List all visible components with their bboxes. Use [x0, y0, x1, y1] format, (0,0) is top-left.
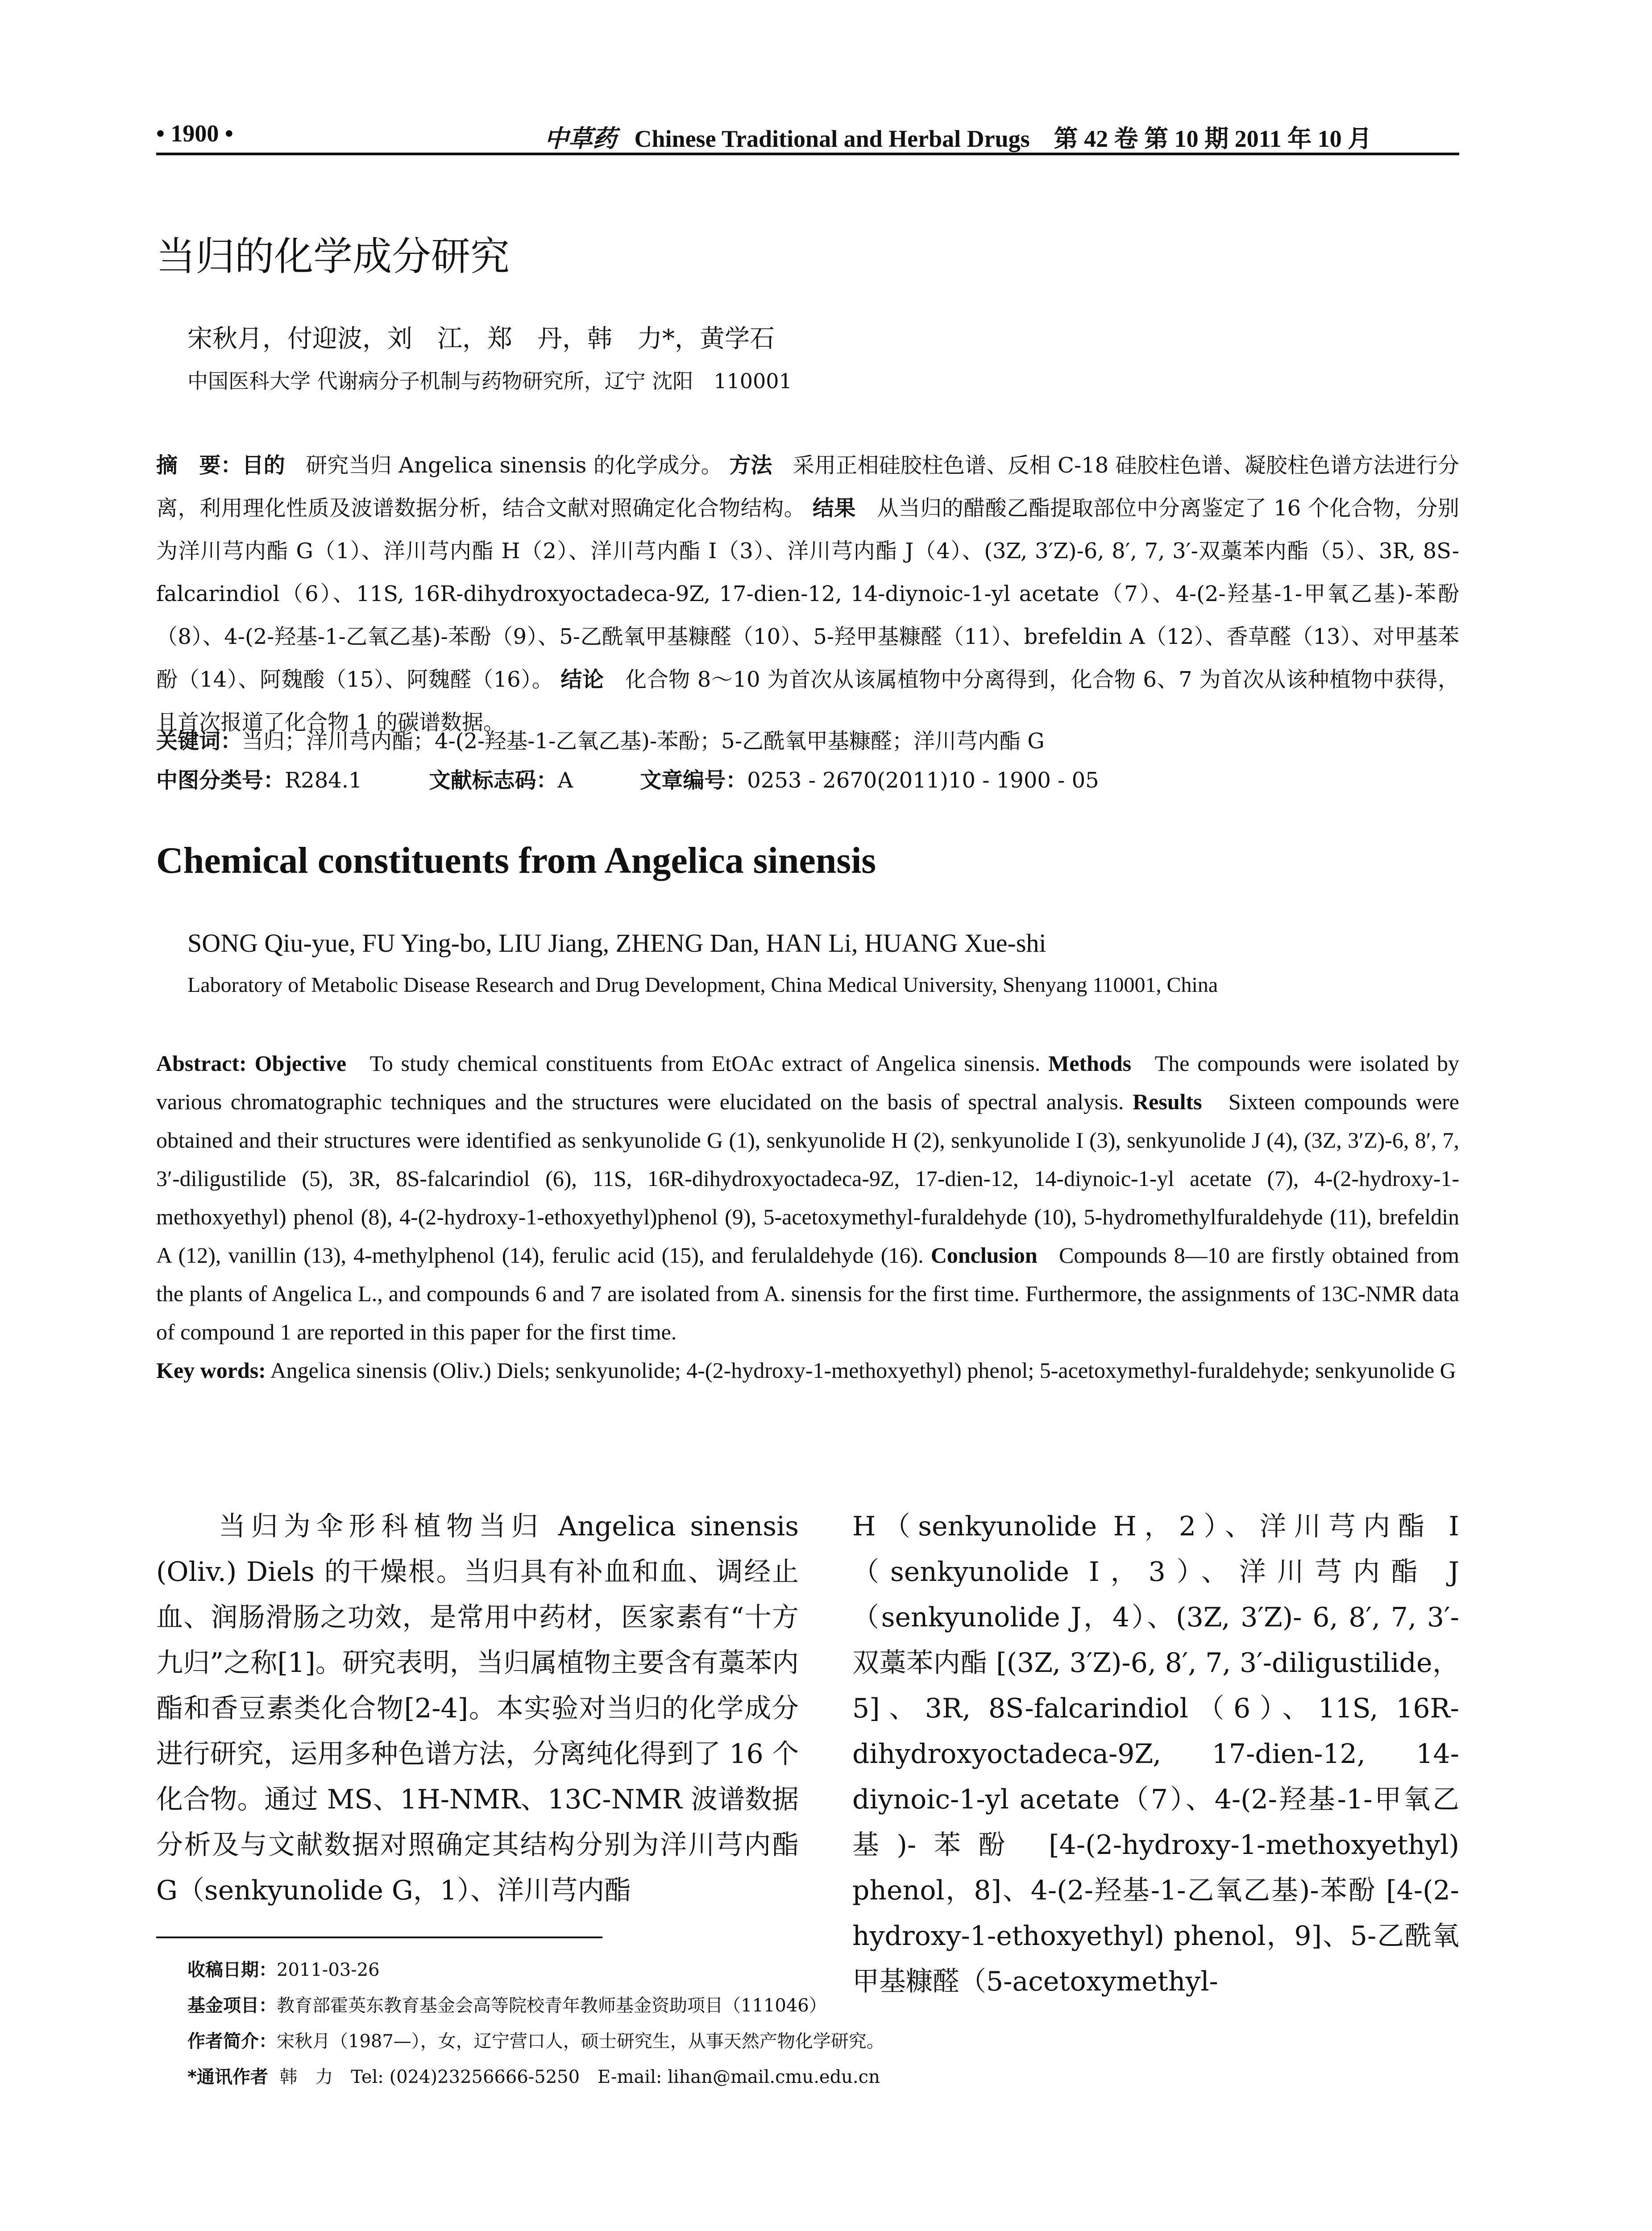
- abstract-cn-objective-label: 目的: [242, 453, 285, 478]
- keywords-en-label: Key words:: [156, 1358, 266, 1383]
- abstract-en-methods-label: Methods: [1048, 1051, 1132, 1076]
- abstract-en-results: Sixteen compounds were obtained and their structures were identified as senkyunolide G (1), senkyunolide H (2), senkyunolide I (3), senkyunolide J (4), (3Z, 3′Z)-6, 8′, 7, 3′-diligustilide (5), 3R, 8S-falcarindiol (6), 11S, 16R-dihydroxyoctadeca-9Z, 17-dien-12, 14-diynoic-1-yl acetate (7), 4-(2-hydroxy-1-methoxyethyl) phenol (8), 4-(2-hydroxy-1-ethoxyethyl)phenol (9), 5-acetoxymethyl-furaldehyde (10), 5-hydromethylfuraldehyde (11), brefeldin A (12), vanillin (13), 4-methylphenol (14), ferulic acid (15), and ferulaldehyde (16).: [156, 1089, 1459, 1268]
- footnote-divider: [156, 1937, 602, 1938]
- title-cn: 当归的化学成分研究: [156, 233, 510, 279]
- journal-name-en: Chinese Traditional and Herbal Drugs: [634, 125, 1030, 152]
- affiliation-cn: 中国医科大学 代谢病分子机制与药物研究所，辽宁 沈阳 110001: [187, 369, 792, 393]
- classification-line: [156, 763, 1459, 794]
- footnote-label: 作者简介：: [187, 2031, 277, 2052]
- abstract-en: [156, 1044, 1459, 1389]
- footnote-corresponding: [187, 2059, 1437, 2095]
- footnote-text: 宋秋月（1987—），女，辽宁营口人，硕士研究生，从事天然产物化学研究。: [277, 2031, 884, 2052]
- doc-value: A: [557, 768, 573, 793]
- footnote-funding: [187, 1988, 1437, 2024]
- keywords-cn-text: 当归；洋川芎内酯；4-(2-羟基-1-乙氧乙基)-苯酚；5-乙酰氧甲基糠醛；洋川芎内酯 G: [242, 729, 1045, 754]
- journal-name-cn: 中草药: [544, 124, 617, 153]
- abstract-en-results-label: Results: [1133, 1089, 1202, 1114]
- footnote-text: 教育部霍英东教育基金会高等院校青年教师基金资助项目（111046）: [277, 1995, 827, 2016]
- abstract-cn-conclusion: 化合物 8～10 为首次从该属植物中分离得到，化合物 6、7 为首次从该种植物中获得，且首次报道了化合物 1 的碳谱数据。: [156, 667, 1459, 735]
- footnote-author-bio: [187, 2024, 1437, 2059]
- authors-en: SONG Qiu-yue, FU Ying-bo, LIU Jiang, ZHENG Dan, HAN Li, HUANG Xue-shi: [187, 929, 1046, 958]
- abstract-cn: [156, 444, 1459, 744]
- footnote-text: 2011-03-26: [277, 1960, 380, 1980]
- page-number: • 1900 •: [156, 120, 233, 147]
- footnote-text: 韩 力 Tel: (024)23256666-5250 E-mail: lihan@mail.cmu.edu.cn: [279, 2067, 880, 2087]
- clc-label: 中图分类号：: [156, 768, 285, 793]
- abstract-cn-conclusion-label: 结论: [560, 667, 604, 692]
- footnote-label: *通讯作者: [187, 2067, 268, 2087]
- abstract-en-label: Abstract:: [156, 1051, 247, 1076]
- authors-cn: 宋秋月，付迎波，刘 江，郑 丹，韩 力*，黄学石: [187, 324, 775, 353]
- abstract-en-objective: To study chemical constituents from EtOAc extract of Angelica sinensis.: [369, 1051, 1041, 1076]
- footnotes: [187, 1952, 1437, 2095]
- journal-issue: 第 42 卷 第 10 期 2011 年 10 月: [1054, 125, 1372, 152]
- running-header: [156, 117, 1459, 155]
- keywords-cn: [156, 721, 1459, 762]
- clc-value: R284.1: [285, 768, 362, 793]
- footnote-label: 收稿日期：: [187, 1960, 277, 1980]
- abstract-en-conclusion: Compounds 8—10 are firstly obtained from the plants of Angelica L., and compounds 6 and 7 are isolated from A. sinensis for the first time. Furthermore, the assignments of 13C-NMR data of compound 1 are reported in this paper for the first time.: [156, 1243, 1460, 1344]
- body-column-left: 当归为伞形科植物当归 Angelica sinensis (Oliv.) Diels 的干燥根。当归具有补血和血、调经止血、润肠滑肠之功效，是常用中药材，医家素有“十方九归”之称[1]。研究表明，当归属植物主要含有藁苯内酯和香豆素类化合物[2-4]。本实验对当归的化学成分进行研究，运用多种色谱方法，分离纯化得到了 16 个化合物。通过 MS、1H-NMR、13C-NMR 波谱数据分析及与文献数据对照确定其结构分别为洋川芎内酯 G（senkyunolide G，1）、洋川芎内酯: [156, 1511, 799, 1906]
- abstract-en-conclusion-label: Conclusion: [930, 1243, 1038, 1268]
- abstract-en-objective-label: Objective: [254, 1051, 347, 1076]
- article-label: 文章编号：: [640, 768, 747, 793]
- abstract-cn-methods: 采用正相硅胶柱色谱、反相 C-18 硅胶柱色谱、凝胶柱色谱方法进行分离，利用理化性质及波谱数据分析，结合文献对照确定化合物结构。: [156, 453, 1459, 521]
- title-en: Chemical constituents from Angelica sinensis: [156, 840, 876, 881]
- article-value: 0253 - 2670(2011)10 - 1900 - 05: [747, 768, 1099, 793]
- keywords-cn-label: 关键词：: [156, 729, 242, 754]
- affiliation-en: Laboratory of Metabolic Disease Research and Drug Development, China Medical University, Shenyang 110001, China: [187, 973, 1218, 997]
- keywords-en-text: Angelica sinensis (Oliv.) Diels; senkyunolide; 4-(2-hydroxy-1-methoxyethyl) phenol; 5-acetoxymethyl-furaldehyde; senkyunolide G: [270, 1358, 1456, 1383]
- abstract-cn-methods-label: 方法: [729, 453, 772, 478]
- footnote-label: 基金项目：: [187, 1995, 277, 2016]
- body-column-right: H（senkyunolide H，2）、洋川芎内酯 I（senkyunolide I，3）、洋川芎内酯 J（senkyunolide J，4）、(3Z, 3′Z)- 6, 8′, 7, 3′- 双藁苯内酯 [(3Z, 3′Z)-6, 8′, 7, 3′-diligustilide，5]、3R, 8S-falcarindiol（6）、11S, 16R-dihydroxyoctadeca-9Z, 17-dien-12, 14-diynoic-1-yl acetate（7）、4-(2-羟基-1-甲氧乙基)-苯酚 [4-(2-hydroxy-1-methoxyethyl) phenol，8]、4-(2-羟基-1-乙氧乙基)-苯酚 [4-(2-hydroxy-1-ethoxyethyl) phenol，9]、5-乙酰氧甲基糠醛（5-acetoxymethyl-: [852, 1511, 1459, 1997]
- abstract-cn-label: 摘 要：: [156, 453, 242, 478]
- abstract-en-methods: The compounds were isolated by various chromatographic techniques and the structures were elucidated on the basis of spectral analysis.: [156, 1051, 1460, 1114]
- abstract-cn-results-label: 结果: [812, 496, 856, 521]
- doc-label: 文献标志码：: [429, 768, 558, 793]
- footnote-received: [187, 1952, 1437, 1988]
- abstract-cn-results: 从当归的醋酸乙酯提取部位中分离鉴定了 16 个化合物，分别为洋川芎内酯 G（1）、洋川芎内酯 H（2）、洋川芎内酯 I（3）、洋川芎内酯 J（4）、(3Z, 3′Z)-6, 8′, 7, 3′-双藁苯内酯（5）、3R, 8S-falcarindiol（6）、11S, 16R-dihydroxyoctadeca-9Z, 17-dien-12, 14-diynoic-1-yl acetate（7）、4-(2-羟基-1-甲氧乙基)-苯酚（8）、4-(2-羟基-1-乙氧乙基)-苯酚（9）、5-乙酰氧甲基糠醛（10）、5-羟甲基糠醛（11）、brefeldin A（12）、香草醛（13）、对甲基苯酚（14）、阿魏酸（15）、阿魏醛（16）。: [156, 496, 1459, 692]
- journal-info: [544, 120, 1372, 154]
- abstract-cn-objective: 研究当归 Angelica sinensis 的化学成分。: [306, 453, 722, 478]
